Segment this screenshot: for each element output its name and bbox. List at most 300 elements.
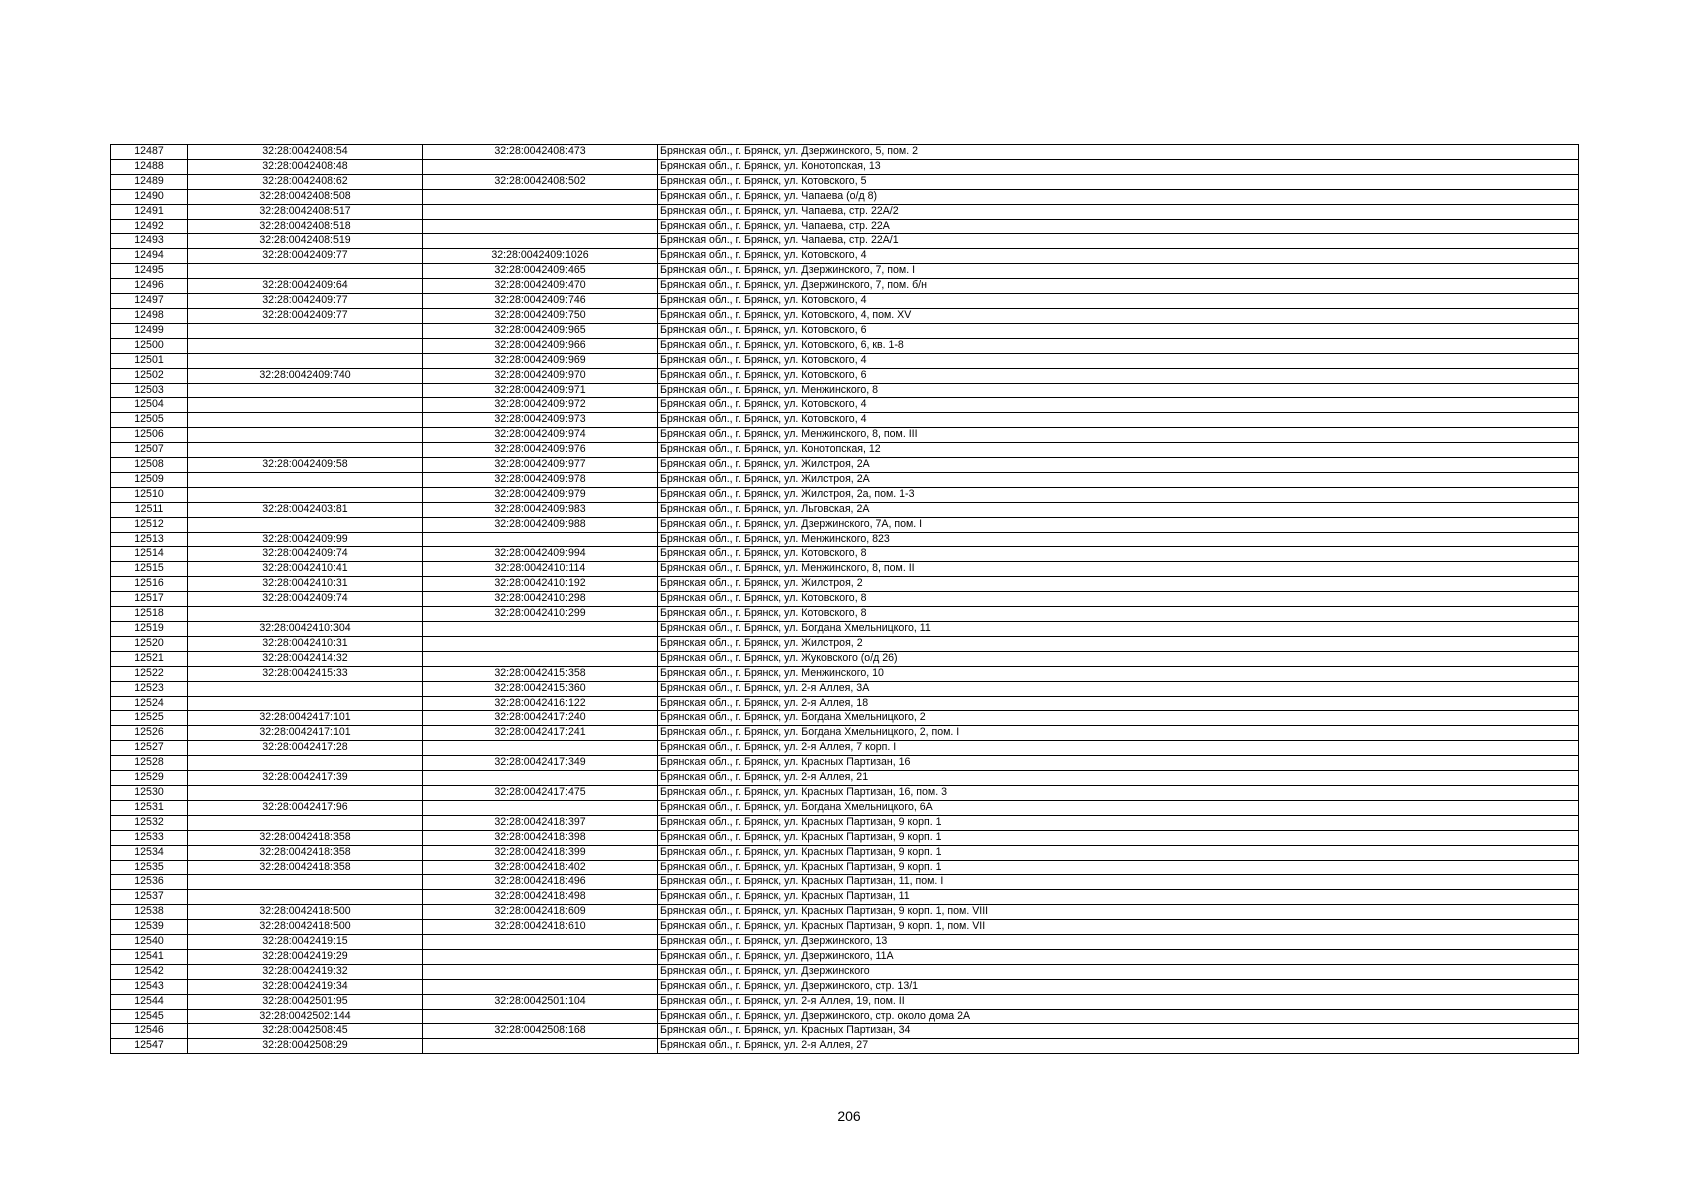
cadastral-number-cell: 32:28:0042409:77 [188,308,423,323]
address-cell: Брянская обл., г. Брянск, ул. Жилстроя, 2А [658,472,1579,487]
row-number-cell: 12497 [111,294,188,309]
related-cadastral-number-cell: 32:28:0042418:496 [423,875,658,890]
related-cadastral-number-cell: 32:28:0042418:399 [423,845,658,860]
related-cadastral-number-cell [423,159,658,174]
row-number-cell: 12534 [111,845,188,860]
row-number-cell: 12509 [111,472,188,487]
cadastral-number-cell: 32:28:0042408:518 [188,219,423,234]
table-row [111,666,1579,681]
related-cadastral-number-cell: 32:28:0042409:977 [423,458,658,473]
row-number-cell: 12515 [111,562,188,577]
address-cell: Брянская обл., г. Брянск, ул. Дзержинского, стр. 13/1 [658,979,1579,994]
row-number-cell: 12520 [111,636,188,651]
address-cell: Брянская обл., г. Брянск, ул. Котовского, 4 [658,398,1579,413]
row-number-cell: 12505 [111,413,188,428]
related-cadastral-number-cell: 32:28:0042409:979 [423,487,658,502]
table-row [111,294,1579,309]
table-row [111,800,1579,815]
cadastral-number-cell: 32:28:0042410:304 [188,622,423,637]
related-cadastral-number-cell: 32:28:0042409:465 [423,264,658,279]
cadastral-number-cell: 32:28:0042418:358 [188,845,423,860]
table-row [111,607,1579,622]
address-cell: Брянская обл., г. Брянск, ул. 2-я Аллея, 3А [658,681,1579,696]
row-number-cell: 12493 [111,234,188,249]
address-cell: Брянская обл., г. Брянск, ул. Менжинского, 8, пом. III [658,428,1579,443]
address-cell: Брянская обл., г. Брянск, ул. Менжинского, 10 [658,666,1579,681]
document-table [110,144,1579,1054]
related-cadastral-number-cell [423,234,658,249]
address-cell: Брянская обл., г. Брянск, ул. Красных Партизан, 16 [658,756,1579,771]
row-number-cell: 12498 [111,308,188,323]
row-number-cell: 12503 [111,383,188,398]
cadastral-number-cell: 32:28:0042415:33 [188,666,423,681]
cadastral-number-cell: 32:28:0042408:508 [188,189,423,204]
related-cadastral-number-cell: 32:28:0042410:192 [423,577,658,592]
related-cadastral-number-cell: 32:28:0042417:475 [423,785,658,800]
address-cell: Брянская обл., г. Брянск, ул. 2-я Аллея, 7 корп. I [658,741,1579,756]
table-row [111,860,1579,875]
cadastral-number-cell [188,413,423,428]
row-number-cell: 12500 [111,338,188,353]
cadastral-number-cell: 32:28:0042501:95 [188,994,423,1009]
related-cadastral-number-cell [423,771,658,786]
row-number-cell: 12516 [111,577,188,592]
related-cadastral-number-cell [423,189,658,204]
table-row [111,636,1579,651]
table-row [111,174,1579,189]
address-cell: Брянская обл., г. Брянск, ул. Котовского, 5 [658,174,1579,189]
page-number: 206 [837,1108,861,1124]
address-cell: Брянская обл., г. Брянск, ул. Красных Партизан, 9 корп. 1 [658,860,1579,875]
cadastral-number-cell: 32:28:0042408:519 [188,234,423,249]
row-number-cell: 12540 [111,935,188,950]
address-cell: Брянская обл., г. Брянск, ул. Богдана Хмельницкого, 2 [658,711,1579,726]
cadastral-number-cell [188,875,423,890]
cadastral-number-cell [188,756,423,771]
row-number-cell: 12517 [111,592,188,607]
table-row [111,726,1579,741]
cadastral-number-cell: 32:28:0042418:358 [188,860,423,875]
cadastral-number-cell: 32:28:0042502:144 [188,1009,423,1024]
table-row [111,577,1579,592]
cadastral-number-cell: 32:28:0042409:99 [188,532,423,547]
related-cadastral-number-cell [423,949,658,964]
related-cadastral-number-cell: 32:28:0042408:473 [423,145,658,160]
related-cadastral-number-cell: 32:28:0042418:498 [423,890,658,905]
table-row [111,815,1579,830]
table-row [111,189,1579,204]
row-number-cell: 12545 [111,1009,188,1024]
cadastral-number-cell [188,815,423,830]
table-row [111,398,1579,413]
cadastral-number-cell [188,443,423,458]
cadastral-number-cell [188,323,423,338]
address-cell: Брянская обл., г. Брянск, ул. Богдана Хмельницкого, 11 [658,622,1579,637]
cadastral-number-cell: 32:28:0042408:54 [188,145,423,160]
cadastral-number-cell: 32:28:0042417:39 [188,771,423,786]
cadastral-number-cell: 32:28:0042409:74 [188,592,423,607]
table-row [111,935,1579,950]
cadastral-number-cell: 32:28:0042418:500 [188,905,423,920]
row-number-cell: 12535 [111,860,188,875]
table-row [111,875,1579,890]
row-number-cell: 12513 [111,532,188,547]
address-cell: Брянская обл., г. Брянск, ул. Дзержинского, 7, пом. I [658,264,1579,279]
table-row [111,219,1579,234]
cadastral-number-cell [188,890,423,905]
address-cell: Брянская обл., г. Брянск, ул. Менжинского, 823 [658,532,1579,547]
related-cadastral-number-cell: 32:28:0042417:240 [423,711,658,726]
related-cadastral-number-cell [423,964,658,979]
cadastral-number-cell: 32:28:0042419:15 [188,935,423,950]
cadastral-number-cell: 32:28:0042410:41 [188,562,423,577]
table-row [111,413,1579,428]
related-cadastral-number-cell [423,1039,658,1054]
address-cell: Брянская обл., г. Брянск, ул. Красных Партизан, 9 корп. 1, пом. VIII [658,905,1579,920]
row-number-cell: 12538 [111,905,188,920]
related-cadastral-number-cell [423,219,658,234]
table-row [111,338,1579,353]
table-row [111,159,1579,174]
related-cadastral-number-cell [423,532,658,547]
table-row [111,756,1579,771]
address-cell: Брянская обл., г. Брянск, ул. Дзержинского, 11А [658,949,1579,964]
related-cadastral-number-cell: 32:28:0042409:971 [423,383,658,398]
table-row [111,547,1579,562]
row-number-cell: 12525 [111,711,188,726]
row-number-cell: 12489 [111,174,188,189]
table-row [111,428,1579,443]
related-cadastral-number-cell [423,204,658,219]
address-cell: Брянская обл., г. Брянск, ул. Котовского, 4 [658,413,1579,428]
related-cadastral-number-cell: 32:28:0042409:965 [423,323,658,338]
related-cadastral-number-cell: 32:28:0042409:983 [423,502,658,517]
address-cell: Брянская обл., г. Брянск, ул. Красных Партизан, 9 корп. 1 [658,845,1579,860]
address-cell: Брянская обл., г. Брянск, ул. Котовского, 8 [658,607,1579,622]
cadastral-number-cell: 32:28:0042418:358 [188,830,423,845]
related-cadastral-number-cell [423,651,658,666]
address-cell: Брянская обл., г. Брянск, ул. Котовского, 6 [658,368,1579,383]
related-cadastral-number-cell: 32:28:0042417:349 [423,756,658,771]
related-cadastral-number-cell: 32:28:0042501:104 [423,994,658,1009]
row-number-cell: 12531 [111,800,188,815]
related-cadastral-number-cell [423,622,658,637]
row-number-cell: 12528 [111,756,188,771]
row-number-cell: 12514 [111,547,188,562]
address-cell: Брянская обл., г. Брянск, ул. Дзержинского [658,964,1579,979]
cadastral-number-cell: 32:28:0042410:31 [188,636,423,651]
row-number-cell: 12543 [111,979,188,994]
table-row [111,502,1579,517]
table-row [111,472,1579,487]
row-number-cell: 12547 [111,1039,188,1054]
table-row [111,1039,1579,1054]
related-cadastral-number-cell: 32:28:0042409:966 [423,338,658,353]
address-cell: Брянская обл., г. Брянск, ул. Красных Партизан, 16, пом. 3 [658,785,1579,800]
table-row [111,696,1579,711]
related-cadastral-number-cell [423,741,658,756]
related-cadastral-number-cell: 32:28:0042409:750 [423,308,658,323]
cadastral-number-cell: 32:28:0042409:64 [188,279,423,294]
table-row [111,905,1579,920]
table-row [111,622,1579,637]
address-cell: Брянская обл., г. Брянск, ул. Богдана Хмельницкого, 6А [658,800,1579,815]
row-number-cell: 12527 [111,741,188,756]
cadastral-number-cell: 32:28:0042409:77 [188,294,423,309]
address-cell: Брянская обл., г. Брянск, ул. Котовского, 4, пом. XV [658,308,1579,323]
cadastral-number-cell: 32:28:0042417:101 [188,726,423,741]
table-row [111,264,1579,279]
related-cadastral-number-cell: 32:28:0042409:988 [423,517,658,532]
address-cell: Брянская обл., г. Брянск, ул. Красных Партизан, 9 корп. 1, пом. VII [658,920,1579,935]
related-cadastral-number-cell: 32:28:0042417:241 [423,726,658,741]
related-cadastral-number-cell: 32:28:0042416:122 [423,696,658,711]
address-cell: Брянская обл., г. Брянск, ул. Красных Партизан, 34 [658,1024,1579,1039]
row-number-cell: 12501 [111,353,188,368]
row-number-cell: 12533 [111,830,188,845]
related-cadastral-number-cell [423,636,658,651]
row-number-cell: 12511 [111,502,188,517]
cadastral-number-cell: 32:28:0042419:29 [188,949,423,964]
address-cell: Брянская обл., г. Брянск, ул. 2-я Аллея, 19, пом. II [658,994,1579,1009]
related-cadastral-number-cell: 32:28:0042410:298 [423,592,658,607]
row-number-cell: 12542 [111,964,188,979]
table-row [111,771,1579,786]
related-cadastral-number-cell [423,935,658,950]
cadastral-number-cell: 32:28:0042410:31 [188,577,423,592]
address-cell: Брянская обл., г. Брянск, ул. Чапаева, стр. 22А/1 [658,234,1579,249]
table-row [111,323,1579,338]
address-cell: Брянская обл., г. Брянск, ул. Красных Партизан, 11, пом. I [658,875,1579,890]
row-number-cell: 12488 [111,159,188,174]
table-row [111,532,1579,547]
table-row [111,145,1579,160]
cadastral-number-cell: 32:28:0042408:48 [188,159,423,174]
table-row [111,949,1579,964]
cadastral-number-cell [188,607,423,622]
address-cell: Брянская обл., г. Брянск, ул. 2-я Аллея, 18 [658,696,1579,711]
table-row [111,249,1579,264]
address-cell: Брянская обл., г. Брянск, ул. Жилстроя, 2 [658,636,1579,651]
related-cadastral-number-cell: 32:28:0042410:299 [423,607,658,622]
related-cadastral-number-cell: 32:28:0042415:358 [423,666,658,681]
cadastral-number-cell [188,785,423,800]
related-cadastral-number-cell: 32:28:0042409:1026 [423,249,658,264]
cadastral-number-cell [188,696,423,711]
related-cadastral-number-cell [423,979,658,994]
address-cell: Брянская обл., г. Брянск, ул. Жилстроя, 2А [658,458,1579,473]
related-cadastral-number-cell: 32:28:0042409:976 [423,443,658,458]
row-number-cell: 12510 [111,487,188,502]
cadastral-number-cell: 32:28:0042408:62 [188,174,423,189]
address-cell: Брянская обл., г. Брянск, ул. Жуковского (о/д 26) [658,651,1579,666]
row-number-cell: 12507 [111,443,188,458]
table-row [111,1009,1579,1024]
cadastral-number-cell: 32:28:0042418:500 [188,920,423,935]
related-cadastral-number-cell: 32:28:0042418:610 [423,920,658,935]
cadastral-number-cell: 32:28:0042409:74 [188,547,423,562]
related-cadastral-number-cell: 32:28:0042409:994 [423,547,658,562]
address-cell: Брянская обл., г. Брянск, ул. Чапаева (о/д 8) [658,189,1579,204]
cadastral-number-cell [188,428,423,443]
row-number-cell: 12536 [111,875,188,890]
address-cell: Брянская обл., г. Брянск, ул. Менжинского, 8 [658,383,1579,398]
cadastral-number-cell: 32:28:0042508:45 [188,1024,423,1039]
table-row [111,592,1579,607]
row-number-cell: 12512 [111,517,188,532]
row-number-cell: 12491 [111,204,188,219]
table-row [111,353,1579,368]
row-number-cell: 12523 [111,681,188,696]
cadastral-number-cell [188,338,423,353]
cadastral-number-cell: 32:28:0042403:81 [188,502,423,517]
table-row [111,1024,1579,1039]
related-cadastral-number-cell: 32:28:0042415:360 [423,681,658,696]
cadastral-number-cell [188,472,423,487]
address-cell: Брянская обл., г. Брянск, ул. Жилстроя, 2а, пом. 1-3 [658,487,1579,502]
table-row [111,562,1579,577]
table-row [111,830,1579,845]
cadastral-number-cell: 32:28:0042417:96 [188,800,423,815]
row-number-cell: 12499 [111,323,188,338]
row-number-cell: 12504 [111,398,188,413]
table-row [111,234,1579,249]
address-cell: Брянская обл., г. Брянск, ул. 2-я Аллея, 21 [658,771,1579,786]
address-cell: Брянская обл., г. Брянск, ул. Котовского, 8 [658,547,1579,562]
table-row [111,890,1579,905]
row-number-cell: 12529 [111,771,188,786]
row-number-cell: 12544 [111,994,188,1009]
table-row [111,458,1579,473]
row-number-cell: 12530 [111,785,188,800]
cadastral-number-cell: 32:28:0042409:77 [188,249,423,264]
cadastral-number-cell [188,383,423,398]
related-cadastral-number-cell [423,1009,658,1024]
cadastral-number-cell: 32:28:0042414:32 [188,651,423,666]
table-row [111,368,1579,383]
related-cadastral-number-cell: 32:28:0042508:168 [423,1024,658,1039]
address-cell: Брянская обл., г. Брянск, ул. Дзержинского, 7А, пом. I [658,517,1579,532]
related-cadastral-number-cell: 32:28:0042418:397 [423,815,658,830]
address-cell: Брянская обл., г. Брянск, ул. Чапаева, стр. 22А [658,219,1579,234]
address-cell: Брянская обл., г. Брянск, ул. Котовского, 8 [658,592,1579,607]
cadastral-number-cell [188,398,423,413]
table-row [111,308,1579,323]
row-number-cell: 12519 [111,622,188,637]
row-number-cell: 12524 [111,696,188,711]
row-number-cell: 12494 [111,249,188,264]
row-number-cell: 12541 [111,949,188,964]
address-cell: Брянская обл., г. Брянск, ул. Котовского, 4 [658,249,1579,264]
table-row [111,920,1579,935]
address-cell: Брянская обл., г. Брянск, ул. Конотопская, 12 [658,443,1579,458]
table-row [111,383,1579,398]
table-row [111,979,1579,994]
cadastral-number-cell [188,681,423,696]
cadastral-number-cell: 32:28:0042417:101 [188,711,423,726]
row-number-cell: 12537 [111,890,188,905]
row-number-cell: 12521 [111,651,188,666]
row-number-cell: 12532 [111,815,188,830]
cadastral-number-cell: 32:28:0042419:34 [188,979,423,994]
row-number-cell: 12546 [111,1024,188,1039]
address-cell: Брянская обл., г. Брянск, ул. Дзержинского, стр. около дома 2А [658,1009,1579,1024]
address-cell: Брянская обл., г. Брянск, ул. Жилстроя, 2 [658,577,1579,592]
cadastral-number-cell: 32:28:0042408:517 [188,204,423,219]
cadastral-number-cell [188,264,423,279]
cadastral-number-cell: 32:28:0042419:32 [188,964,423,979]
row-number-cell: 12518 [111,607,188,622]
table-row [111,994,1579,1009]
related-cadastral-number-cell: 32:28:0042409:974 [423,428,658,443]
address-cell: Брянская обл., г. Брянск, ул. Красных Партизан, 11 [658,890,1579,905]
address-cell: Брянская обл., г. Брянск, ул. Котовского, 6, кв. 1-8 [658,338,1579,353]
table-row [111,964,1579,979]
table-row [111,785,1579,800]
related-cadastral-number-cell: 32:28:0042418:609 [423,905,658,920]
related-cadastral-number-cell [423,800,658,815]
row-number-cell: 12490 [111,189,188,204]
table-row [111,711,1579,726]
row-number-cell: 12492 [111,219,188,234]
related-cadastral-number-cell: 32:28:0042418:402 [423,860,658,875]
address-cell: Брянская обл., г. Брянск, ул. 2-я Аллея, 27 [658,1039,1579,1054]
related-cadastral-number-cell: 32:28:0042409:470 [423,279,658,294]
related-cadastral-number-cell: 32:28:0042408:502 [423,174,658,189]
cadastral-number-cell: 32:28:0042409:740 [188,368,423,383]
address-cell: Брянская обл., г. Брянск, ул. Менжинского, 8, пом. II [658,562,1579,577]
row-number-cell: 12508 [111,458,188,473]
related-cadastral-number-cell: 32:28:0042409:970 [423,368,658,383]
table-row [111,279,1579,294]
address-cell: Брянская обл., г. Брянск, ул. Дзержинского, 7, пом. б/н [658,279,1579,294]
cadastral-number-cell [188,517,423,532]
related-cadastral-number-cell: 32:28:0042409:746 [423,294,658,309]
address-cell: Брянская обл., г. Брянск, ул. Котовского, 4 [658,294,1579,309]
related-cadastral-number-cell: 32:28:0042409:973 [423,413,658,428]
cadastral-number-cell [188,487,423,502]
cadastral-number-cell: 32:28:0042417:28 [188,741,423,756]
address-cell: Брянская обл., г. Брянск, ул. Льговская, 2А [658,502,1579,517]
address-cell: Брянская обл., г. Брянск, ул. Богдана Хмельницкого, 2, пом. I [658,726,1579,741]
row-number-cell: 12487 [111,145,188,160]
related-cadastral-number-cell: 32:28:0042409:969 [423,353,658,368]
row-number-cell: 12496 [111,279,188,294]
table-row [111,651,1579,666]
cadastral-number-cell: 32:28:0042409:58 [188,458,423,473]
row-number-cell: 12495 [111,264,188,279]
related-cadastral-number-cell: 32:28:0042409:972 [423,398,658,413]
related-cadastral-number-cell: 32:28:0042409:978 [423,472,658,487]
cadastral-number-cell [188,353,423,368]
table-row [111,517,1579,532]
address-cell: Брянская обл., г. Брянск, ул. Дзержинского, 5, пом. 2 [658,145,1579,160]
address-cell: Брянская обл., г. Брянск, ул. Красных Партизан, 9 корп. 1 [658,830,1579,845]
row-number-cell: 12526 [111,726,188,741]
table-row [111,487,1579,502]
row-number-cell: 12502 [111,368,188,383]
table-body [111,145,1579,1054]
table-row [111,204,1579,219]
related-cadastral-number-cell: 32:28:0042410:114 [423,562,658,577]
table-row [111,443,1579,458]
table-row [111,681,1579,696]
address-cell: Брянская обл., г. Брянск, ул. Чапаева, стр. 22А/2 [658,204,1579,219]
related-cadastral-number-cell: 32:28:0042418:398 [423,830,658,845]
address-cell: Брянская обл., г. Брянск, ул. Красных Партизан, 9 корп. 1 [658,815,1579,830]
address-cell: Брянская обл., г. Брянск, ул. Котовского, 4 [658,353,1579,368]
address-cell: Брянская обл., г. Брянск, ул. Котовского, 6 [658,323,1579,338]
